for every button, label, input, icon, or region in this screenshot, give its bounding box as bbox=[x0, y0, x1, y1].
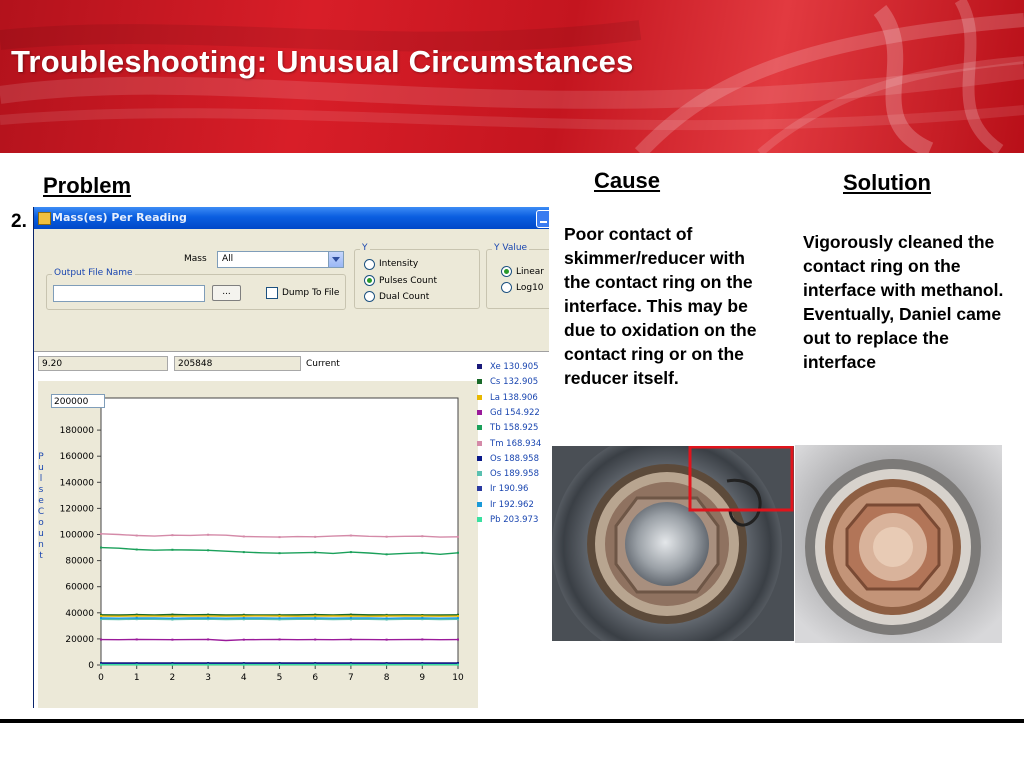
y-tick-label: 120000 bbox=[59, 504, 94, 515]
legend-label: Os 188.958 bbox=[490, 453, 539, 464]
plot-area bbox=[101, 398, 458, 665]
chart-panel bbox=[34, 351, 549, 708]
y-max-input[interactable]: 200000 bbox=[51, 394, 105, 408]
data-point bbox=[243, 664, 245, 666]
readout-y: 205848 bbox=[174, 356, 301, 371]
data-point bbox=[457, 639, 459, 641]
data-point bbox=[279, 552, 281, 554]
cause-photo bbox=[552, 446, 794, 641]
minimize-button[interactable] bbox=[536, 210, 549, 228]
readout-x: 9.20 bbox=[38, 356, 168, 371]
data-point bbox=[243, 615, 245, 617]
legend-swatch bbox=[477, 517, 482, 522]
y-group-title: Y bbox=[362, 243, 368, 253]
data-point bbox=[171, 639, 173, 641]
legend-item bbox=[477, 377, 538, 387]
data-point bbox=[421, 535, 423, 537]
legend-label: Ir 192.962 bbox=[490, 499, 534, 510]
x-tick-label: 10 bbox=[452, 673, 464, 683]
legend-label: Os 189.958 bbox=[490, 469, 539, 480]
data-point bbox=[421, 664, 423, 666]
solution-photo bbox=[795, 445, 1002, 643]
data-point bbox=[350, 664, 352, 666]
pulses-count-label: Pulses Count bbox=[379, 276, 437, 286]
mass-per-reading-window bbox=[33, 207, 549, 708]
legend-item bbox=[477, 362, 539, 372]
output-file-group-title: Output File Name bbox=[54, 268, 133, 278]
data-point bbox=[171, 549, 173, 551]
y-tick-label: 80000 bbox=[65, 556, 94, 567]
y-tick-label: 60000 bbox=[65, 582, 94, 593]
legend-item bbox=[477, 423, 538, 433]
data-point bbox=[457, 552, 459, 554]
legend-label: Tb 158.925 bbox=[490, 423, 539, 434]
pulses-count-radio[interactable] bbox=[364, 275, 375, 286]
legend-item bbox=[477, 515, 538, 525]
log10-radio[interactable] bbox=[501, 282, 512, 293]
legend-label: Tm 168.934 bbox=[490, 438, 542, 449]
data-point bbox=[207, 534, 209, 536]
data-point bbox=[457, 664, 459, 666]
data-point bbox=[100, 617, 102, 619]
data-point bbox=[350, 551, 352, 553]
data-point bbox=[386, 664, 388, 666]
x-tick-label: 4 bbox=[240, 673, 247, 683]
slide-title: Troubleshooting: Unusual Circumstances bbox=[11, 44, 634, 79]
data-point bbox=[243, 551, 245, 553]
intensity-radio[interactable] bbox=[364, 259, 375, 270]
item-number: 2. bbox=[11, 211, 27, 232]
x-tick-label: 7 bbox=[348, 673, 354, 683]
data-point bbox=[421, 638, 423, 640]
legend-swatch bbox=[477, 502, 482, 507]
dual-count-label: Dual Count bbox=[379, 292, 430, 302]
header-banner bbox=[0, 0, 1024, 153]
x-tick-label: 5 bbox=[276, 673, 283, 683]
data-point bbox=[100, 639, 102, 641]
data-point bbox=[207, 638, 209, 640]
intensity-label: Intensity bbox=[379, 259, 419, 269]
data-point bbox=[279, 615, 281, 617]
data-point bbox=[386, 553, 388, 555]
data-point bbox=[457, 615, 459, 617]
data-point bbox=[136, 535, 138, 537]
chevron-down-icon[interactable] bbox=[328, 252, 343, 267]
legend-swatch bbox=[477, 364, 482, 369]
data-point bbox=[243, 535, 245, 537]
data-point bbox=[314, 664, 316, 666]
y-tick-label: 100000 bbox=[59, 530, 94, 541]
mass-select[interactable] bbox=[217, 251, 344, 268]
legend-label: Pb 203.973 bbox=[490, 515, 539, 525]
x-tick-label: 1 bbox=[133, 673, 140, 683]
data-point bbox=[207, 617, 209, 619]
legend-item bbox=[477, 393, 538, 403]
data-point bbox=[279, 638, 281, 640]
y-tick-label: 180000 bbox=[59, 426, 94, 437]
output-file-input[interactable] bbox=[53, 285, 205, 302]
data-point bbox=[171, 534, 173, 536]
legend-item bbox=[477, 454, 539, 464]
log10-label: Log10 bbox=[516, 283, 544, 293]
dump-to-file-checkbox[interactable] bbox=[266, 287, 278, 299]
data-point bbox=[314, 617, 316, 619]
cleaned-interface-photo bbox=[795, 445, 1002, 643]
browse-button[interactable]: ... bbox=[212, 285, 241, 301]
data-point bbox=[350, 638, 352, 640]
x-tick-label: 0 bbox=[98, 673, 104, 683]
y-tick-label: 140000 bbox=[59, 478, 94, 489]
data-point bbox=[314, 615, 316, 617]
cause-heading: Cause bbox=[594, 168, 661, 193]
window-titlebar[interactable] bbox=[34, 207, 549, 229]
data-point bbox=[457, 617, 459, 619]
mass-label: Mass bbox=[184, 254, 207, 264]
data-point bbox=[136, 549, 138, 551]
data-point bbox=[243, 617, 245, 619]
bottom-rule bbox=[0, 719, 1024, 723]
legend-item bbox=[477, 484, 528, 494]
y-tick-label: 40000 bbox=[65, 608, 94, 619]
legend-swatch bbox=[477, 486, 482, 491]
y-value-group-title: Y Value bbox=[494, 243, 528, 253]
solution-text: Vigorously cleaned the contact ring on the interface with methanol. Eventually, Daniel came out to replace the interface bbox=[803, 232, 1004, 372]
data-point bbox=[136, 638, 138, 640]
cause-text: Poor contact of skimmer/reducer with the contact ring on the interface. This may be due to oxidation on the contact ring or on the reducer itself. bbox=[564, 224, 757, 388]
legend-swatch bbox=[477, 441, 482, 446]
y-axis-title: P u l s e C o u n t bbox=[37, 452, 45, 561]
y-tick-label: 160000 bbox=[59, 452, 94, 463]
legend-swatch bbox=[477, 456, 482, 461]
data-point bbox=[171, 615, 173, 617]
legend-swatch bbox=[477, 379, 482, 384]
data-point bbox=[350, 535, 352, 537]
legend-swatch bbox=[477, 471, 482, 476]
y-tick-label: 20000 bbox=[65, 634, 94, 645]
solution-heading: Solution bbox=[843, 170, 931, 195]
interface-contact-ring-photo bbox=[552, 446, 794, 641]
data-point bbox=[386, 536, 388, 538]
y-value-group bbox=[486, 243, 549, 309]
data-point bbox=[386, 617, 388, 619]
data-point bbox=[279, 664, 281, 666]
x-tick-label: 3 bbox=[205, 673, 211, 683]
data-point bbox=[279, 617, 281, 619]
data-point bbox=[207, 664, 209, 666]
problem-heading: Problem bbox=[43, 173, 132, 198]
data-point bbox=[421, 617, 423, 619]
data-point bbox=[100, 547, 102, 549]
data-point bbox=[314, 639, 316, 641]
linear-label: Linear bbox=[516, 267, 544, 277]
data-point bbox=[350, 615, 352, 617]
data-point bbox=[171, 617, 173, 619]
legend-swatch bbox=[477, 410, 482, 415]
data-point bbox=[100, 615, 102, 617]
data-point bbox=[386, 639, 388, 641]
data-point bbox=[136, 664, 138, 666]
legend-swatch bbox=[477, 395, 482, 400]
x-tick-label: 8 bbox=[383, 673, 390, 683]
legend-label: Ir 190.96 bbox=[490, 484, 529, 495]
minimize-icon bbox=[540, 221, 547, 223]
legend-item bbox=[477, 408, 540, 418]
legend-label: La 138.906 bbox=[490, 392, 538, 403]
data-point bbox=[243, 639, 245, 641]
x-tick-label: 6 bbox=[312, 673, 319, 683]
dump-to-file-label: Dump To File bbox=[282, 288, 340, 298]
linear-radio[interactable] bbox=[501, 266, 512, 277]
mass-select-value: All bbox=[222, 254, 234, 264]
data-point bbox=[421, 552, 423, 554]
data-point bbox=[171, 664, 173, 666]
data-point bbox=[136, 617, 138, 619]
pulse-count-chart[interactable] bbox=[34, 352, 549, 708]
data-point bbox=[314, 536, 316, 538]
window-title: Mass(es) Per Reading bbox=[52, 211, 187, 224]
app-icon bbox=[38, 212, 51, 225]
data-point bbox=[421, 615, 423, 617]
data-point bbox=[457, 536, 459, 538]
y-tick-label: 0 bbox=[88, 661, 94, 671]
data-point bbox=[386, 615, 388, 617]
data-point bbox=[136, 615, 138, 617]
legend-item bbox=[477, 439, 541, 449]
data-point bbox=[100, 533, 102, 535]
data-point bbox=[100, 664, 102, 666]
data-point bbox=[207, 549, 209, 551]
data-point bbox=[207, 615, 209, 617]
dual-count-radio[interactable] bbox=[364, 291, 375, 302]
x-tick-label: 2 bbox=[169, 673, 176, 683]
data-point bbox=[279, 536, 281, 538]
x-tick-label: 9 bbox=[419, 673, 426, 683]
data-point bbox=[350, 617, 352, 619]
data-point bbox=[314, 551, 316, 553]
legend-item bbox=[477, 500, 534, 510]
readout-label: Current bbox=[306, 359, 340, 369]
legend-label: Cs 132.905 bbox=[490, 377, 539, 388]
legend-swatch bbox=[477, 425, 482, 430]
legend-label: Xe 130.905 bbox=[490, 362, 539, 372]
legend-item bbox=[477, 469, 539, 479]
legend-label: Gd 154.922 bbox=[490, 407, 540, 418]
